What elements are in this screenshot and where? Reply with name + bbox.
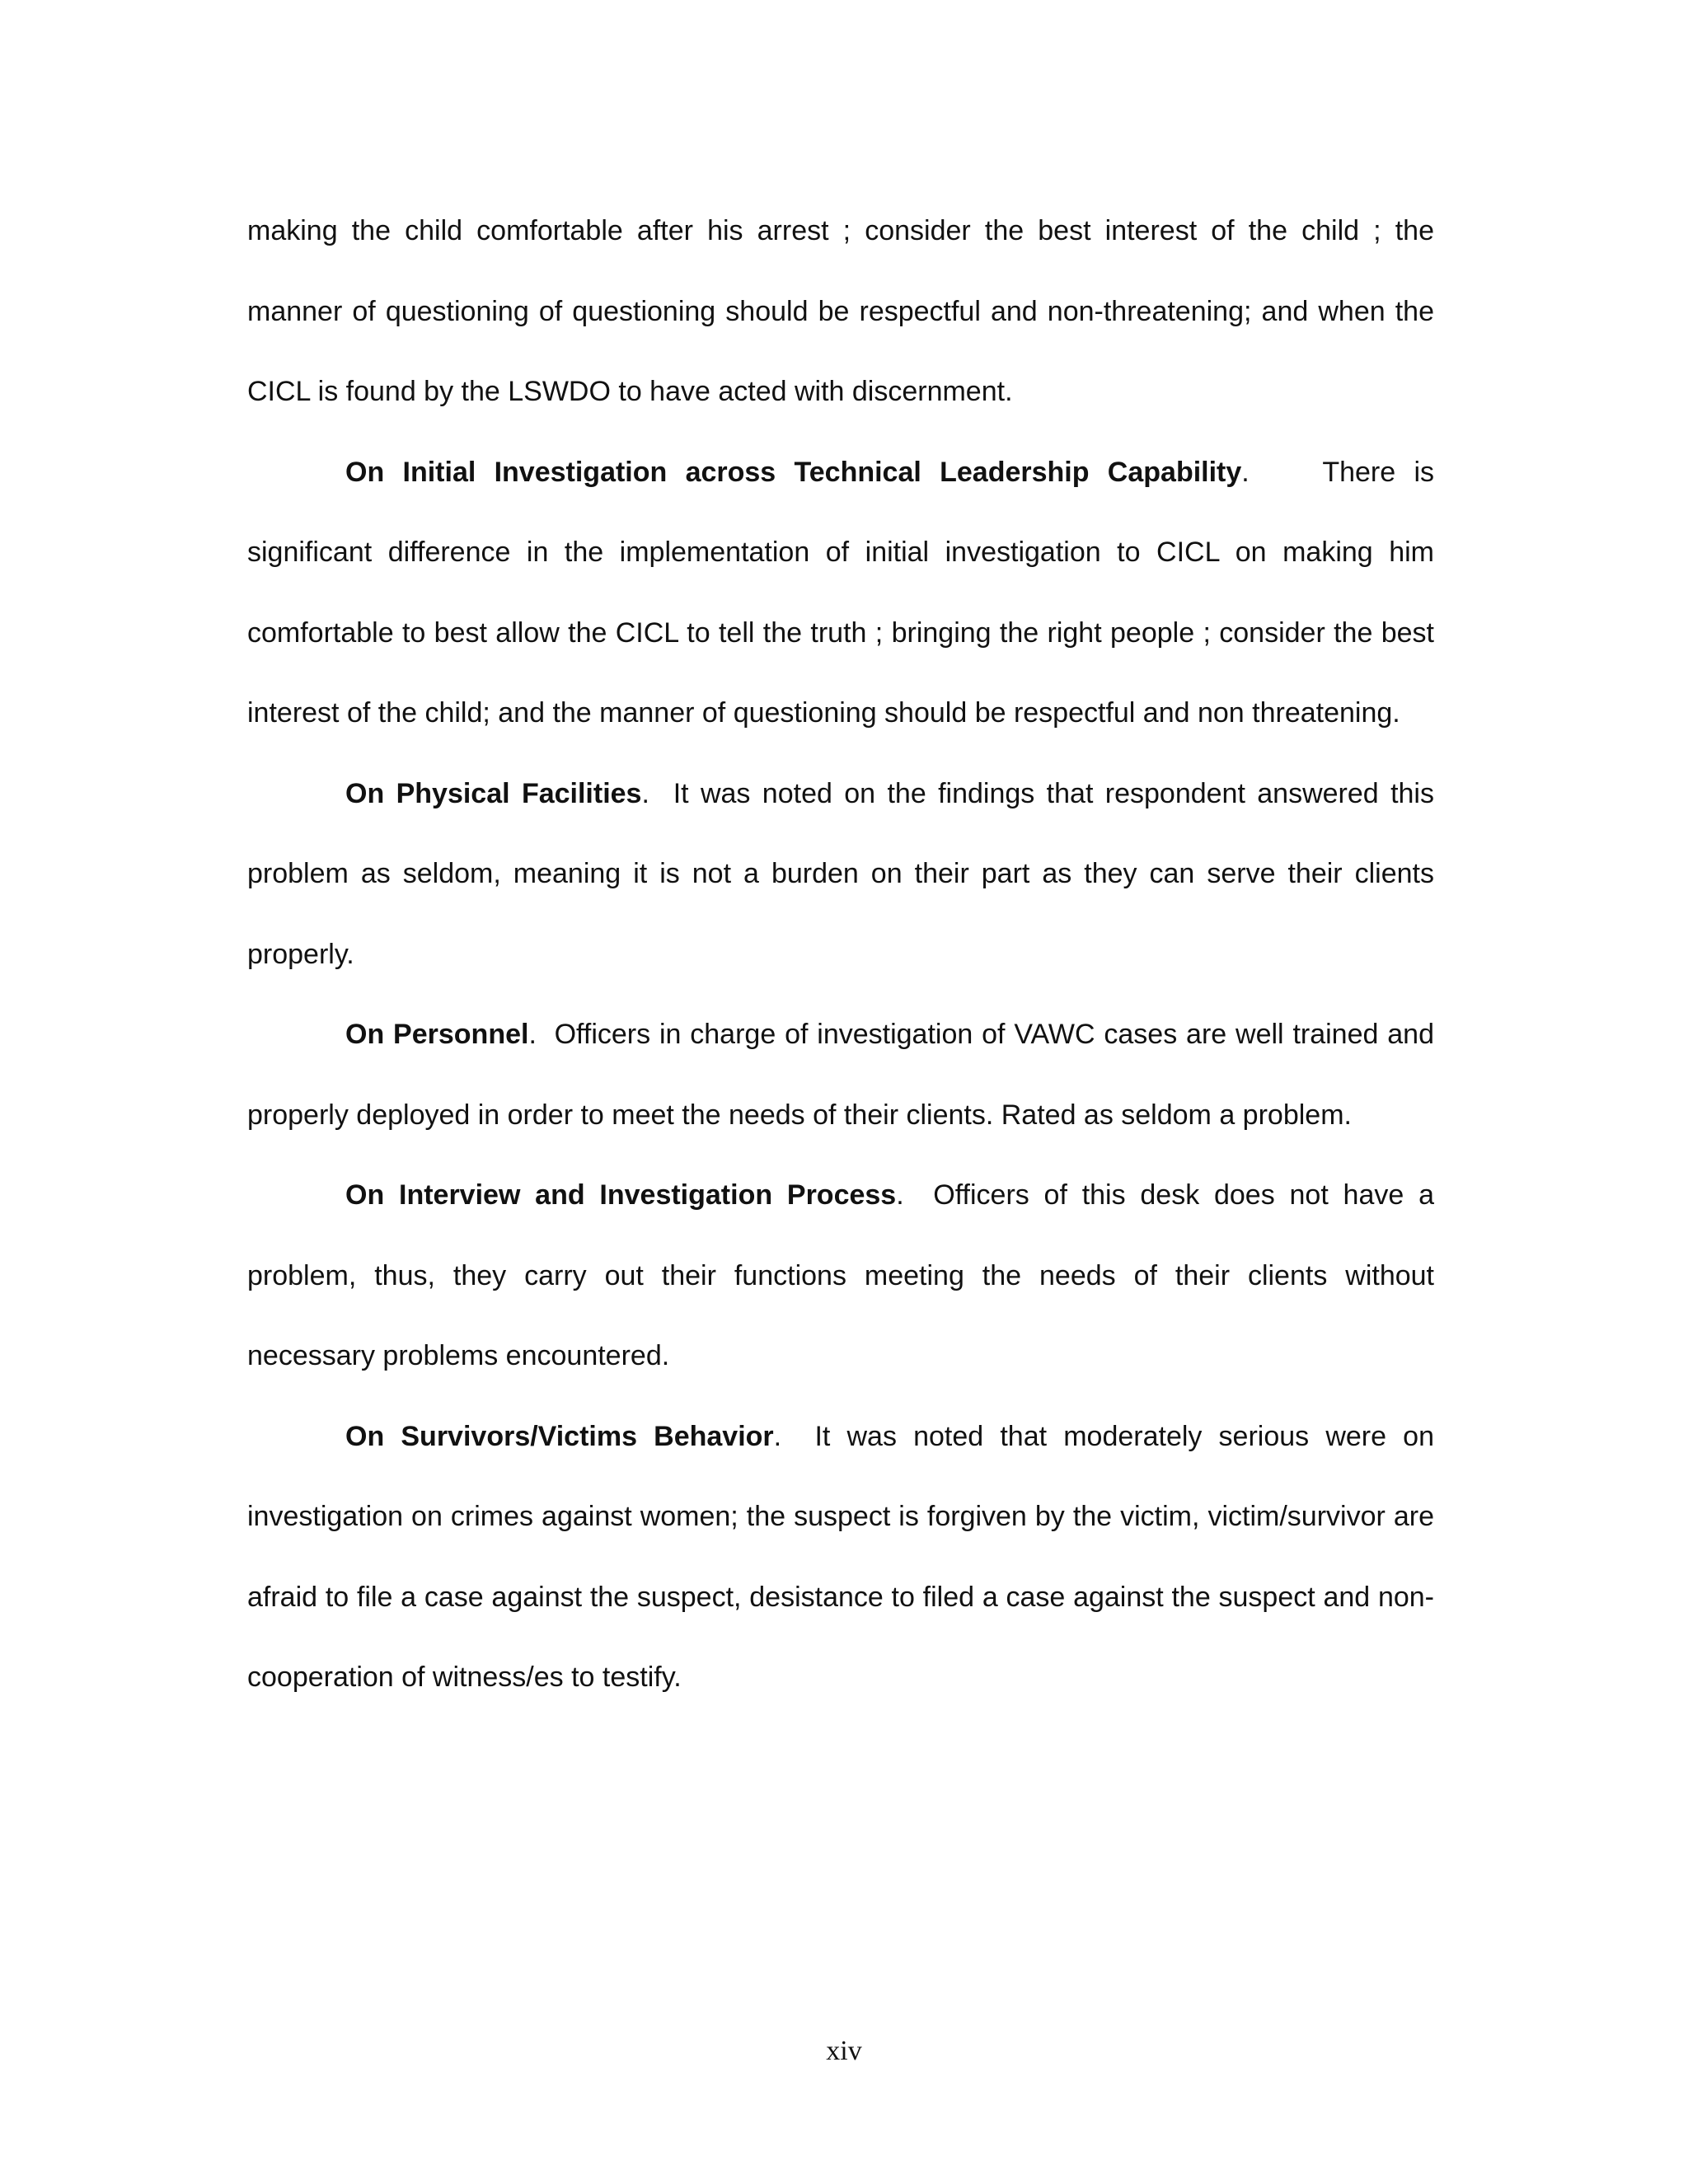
heading-punctuation: . — [528, 1019, 537, 1050]
paragraph-text: making the child comfortable after his arrest ; consider the best interest of the child ; the manner of questioning of questioning should be respectful and non-threatening; and when the CICL is found by the LSWDO to have acted with discernment. — [247, 215, 1434, 407]
page-number: xiv — [826, 2036, 862, 2066]
paragraph-text: There is significant difference in the implementation of initial investigation to CICL on making him comfortable to best allow the CICL to tell the truth ; bringing the right people ; consider the best interest of the child; and the manner of questioning should be respectful and non threatening. — [247, 456, 1434, 729]
heading-punctuation: . — [641, 777, 649, 809]
paragraph-physical-facilities — [247, 754, 1434, 996]
paragraph-text: It was noted that moderately serious were on investigation on crimes against women; the suspect is forgiven by the victim, victim/survivor are afraid to file a case against the suspect, desistance to filed a case against the suspect and non-cooperation of witness/es to testify. — [247, 1420, 1434, 1693]
body-text — [247, 191, 1434, 1718]
paragraph-personnel — [247, 995, 1434, 1155]
paragraph-initial-investigation — [247, 433, 1434, 754]
heading-punctuation: . — [773, 1420, 782, 1452]
paragraph-heading: On Physical Facilities — [345, 777, 642, 809]
paragraph-heading: On Initial Investigation across Technical Leadership Capability — [345, 456, 1242, 488]
paragraph-heading: On Interview and Investigation Process — [345, 1179, 897, 1211]
paragraph-continuation — [247, 191, 1434, 433]
paragraph-text: It was noted on the findings that respondent answered this problem as seldom, meaning it is not a burden on their part as they can serve their clients properly. — [247, 777, 1434, 970]
heading-punctuation: . — [1241, 456, 1250, 488]
heading-punctuation: . — [896, 1179, 904, 1211]
paragraph-interview-process — [247, 1155, 1434, 1397]
paragraph-heading: On Survivors/Victims Behavior — [345, 1420, 774, 1452]
paragraph-text: Officers of this desk does not have a problem, thus, they carry out their functions meeting the needs of their clients without necessary problems encountered. — [247, 1179, 1434, 1371]
paragraph-survivors-behavior — [247, 1397, 1434, 1718]
paragraph-text: Officers in charge of investigation of VAWC cases are well trained and properly deployed in order to meet the needs of their clients. Rated as seldom a problem. — [247, 1019, 1434, 1131]
paragraph-heading: On Personnel — [345, 1019, 529, 1050]
